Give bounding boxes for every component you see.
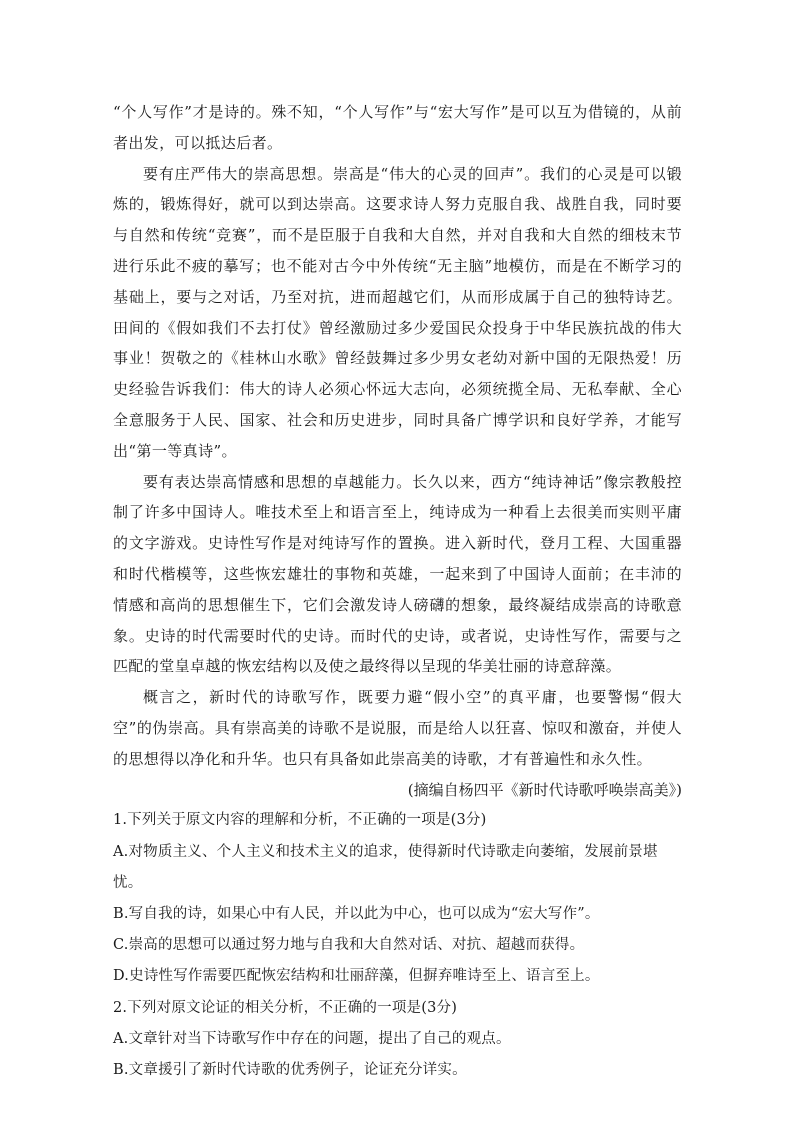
- question-2-option-a: A.文章针对当下诗歌写作中存在的问题，提出了自己的观点。: [113, 1030, 511, 1047]
- article-paragraph-4: 概言之，新时代的诗歌写作，既要力避“假小空”的真平庸，也要警惕“假大空”的伪崇高。具有崇高美的诗歌不是说服，而是给人以狂喜、惊叹和激奋，并使人的思想得以净化和升华。也只有具备如此崇高美的诗歌，才有普遍性和永久性。: [113, 688, 682, 768]
- article-source: (摘编自杨四平《新时代诗歌呼唤崇高美》): [407, 780, 682, 799]
- question-1-option-b: B.写自我的诗，如果心中有人民，并以此为中心，也可以成为“宏大写作”。: [113, 905, 600, 922]
- article-paragraph-1: “个人写作”才是诗的。殊不知，“个人写作”与“宏大写作”是可以互为借镜的，从前者出发，可以抵达后者。: [113, 103, 682, 152]
- document-page: [113, 97, 682, 1086]
- question-1-stem: 1.下列关于原文内容的理解和分析，不正确的一项是(3分): [113, 812, 487, 829]
- question-2-stem: 2.下列对原文论证的相关分析，不正确的一项是(3分): [113, 999, 458, 1016]
- question-1-option-c: C.崇高的思想可以通过努力地与自我和大自然对话、对抗、超越而获得。: [113, 937, 585, 954]
- question-2-option-b: B.文章援引了新时代诗歌的优秀例子，论证充分详实。: [113, 1061, 467, 1078]
- question-1-option-a: A.对物质主义、个人主义和技术主义的追求，使得新时代诗歌走向萎缩，发展前景堪忧。: [113, 843, 658, 891]
- article-paragraph-2: 要有庄严伟大的崇高思想。崇高是“伟大的心灵的回声”。我们的心灵是可以锻炼的，锻炼得好，就可以到达崇高。这要求诗人努力克服自我、战胜自我，同时要与自然和传统“竞赛”，而不是臣服于自我和大自然，并对自我和大自然的细枝末节进行乐此不疲的摹写；也不能对古今中外传统“无主脑”地模仿，而是在不断学习的基础上，要与之对话，乃至对抗，进而超越它们，从而形成属于自己的独特诗艺。田间的《假如我们不去打仗》曾经激励过多少爱国民众投身于中华民族抗战的伟大事业！贺敬之的《桂林山水歌》曾经鼓舞过多少男女老幼对新中国的无限热爱！历史经验告诉我们：伟大的诗人必须心怀远大志向，必须统揽全局、无私奉献、全心全意服务于人民、国家、社会和历史进步，同时具备广博学识和良好学养，才能写出“第一等真诗”。: [113, 164, 682, 460]
- question-1-option-d: D.史诗性写作需要匹配恢宏结构和壮丽辞藻，但摒弃唯诗至上、语言至上。: [113, 968, 600, 985]
- article-paragraph-3: 要有表达崇高情感和思想的卓越能力。长久以来，西方“纯诗神话”像宗教般控制了许多中国诗人。唯技术至上和语言至上，纯诗成为一种看上去很美而实则平庸的文字游戏。史诗性写作是对纯诗写作的置换。进入新时代，登月工程、大国重器和时代楷模等，这些恢宏雄壮的事物和英雄，一起来到了中国诗人面前；在丰沛的情感和高尚的思想催生下，它们会激发诗人磅礴的想象，最终凝结成崇高的诗歌意象。史诗的时代需要时代的史诗。而时代的史诗，或者说，史诗性写作，需要与之匹配的堂皇卓越的恢宏结构以及使之最终得以呈现的华美壮丽的诗意辞藻。: [113, 472, 682, 676]
